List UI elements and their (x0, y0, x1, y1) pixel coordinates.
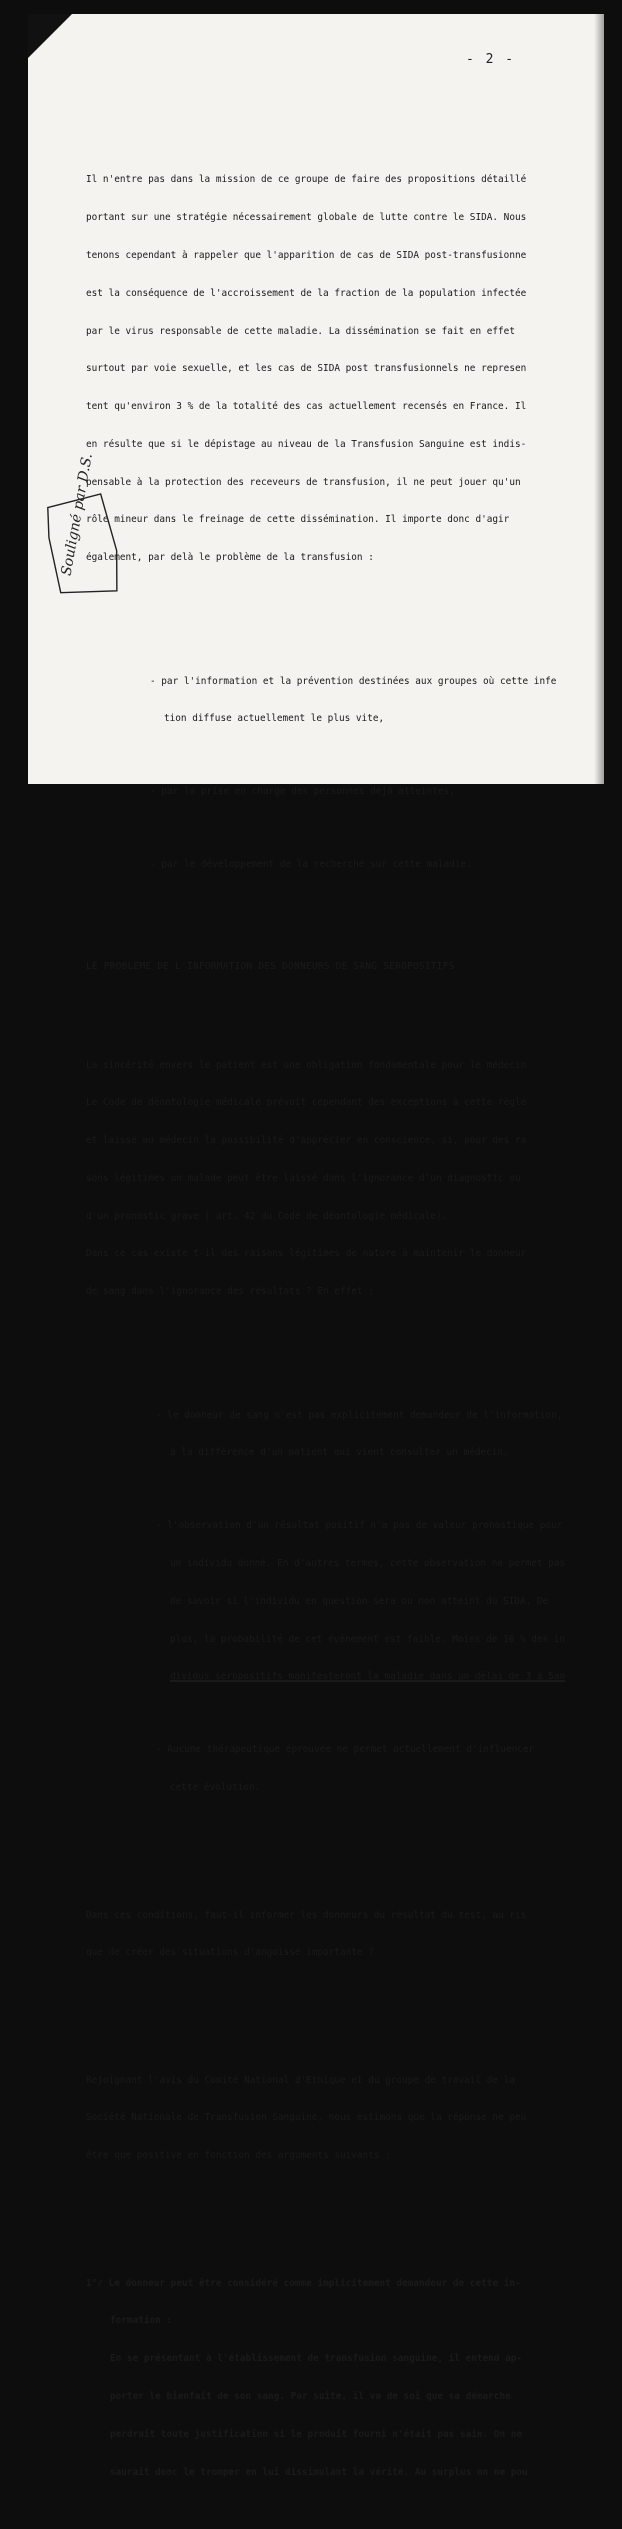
text-line: tent qu'environ 3 % de la totalité des cas actuellement recensés en France. Il (86, 401, 527, 413)
list-item-continuation: de savoir si l'individu en question sera ou non atteint du SIDA. De (170, 1595, 549, 1607)
text-line: Dans ces conditions, faut-il informer les donneurs du résultat du test, au ris (86, 1909, 527, 1921)
paragraph-intro (86, 149, 606, 590)
text-line: Dans ce cas existe t-il des raisons légitimes de nature à maintenir le donneur (86, 1248, 527, 1260)
text-line: par le virus responsable de cette maladie. La dissémination se fait en effet (86, 325, 515, 337)
section-heading: LE PROBLEME DE L'INFORMATION DES DONNEURS DE SANG SEROPOSITIFS (86, 961, 455, 973)
text-line: porter le bienfait de son sang. Par suite, il va de soi que sa démarche (110, 2390, 511, 2402)
page-number: - 2 - (466, 52, 516, 67)
list-item: - le donneur de sang n'est pas explicitement demandeur de l'information, (156, 1409, 563, 1421)
annotation-text: Souligné par D.S. (58, 452, 96, 577)
text-line: portant sur une stratégie nécessairement globale de lutte contre le SIDA. Nous (86, 212, 527, 224)
list-item: - Aucune thérapeutique éprouvée ne permet actuellement d'influencer (156, 1744, 535, 1756)
numbered-item-1 (86, 2252, 606, 2504)
text-line: Il n'entre pas dans la mission de ce groupe de faire des propositions détaillé (86, 174, 527, 186)
handwritten-annotation (41, 452, 127, 601)
item-heading-text: Le donneur peut être considéré comme implicitement demandeur de cette in- (108, 2277, 521, 2289)
paragraph-sincerity (86, 1034, 606, 1324)
document-body (86, 124, 606, 2529)
list-item: - par la prise en charge des personnes déjà atteintes, (150, 786, 455, 798)
text-line: pensable à la protection des receveurs de transfusion, il ne peut jouer qu'un (86, 476, 521, 488)
text-line: En se présentant à l'établissement de transfusion sanguine, il entend ap- (110, 2353, 523, 2365)
text-line: saurait donc le tromper en lui dissimulant la vérité. Au surplus on ne pou (110, 2466, 528, 2478)
paragraph-opinion (86, 2050, 606, 2189)
bullet-list-actions (86, 650, 606, 897)
numbered-item-heading-cont: formation : (110, 2315, 173, 2327)
numbered-item-heading (86, 2278, 606, 2291)
item-marker: 1°/ (86, 2277, 103, 2289)
text-line: Rejoignant l'avis du Comité National d'Ethique et du groupe de travail de la (86, 2074, 515, 2086)
text-line: être que positive en fonction des arguments suivants : (86, 2150, 391, 2162)
list-item-continuation: un individu donné. En d'autres termes, cette observation ne permet pas (170, 1558, 566, 1570)
list-item-continuation: à la différence d'un patient qui vient consulter un médecin. (170, 1447, 509, 1459)
text-line: perdrait toute justification si le produit fourni n'était pas sain. On ne (110, 2428, 523, 2440)
list-item-continuation: tion diffuse actuellement le plus vite, (164, 713, 385, 725)
text-line: surtout par voie sexuelle, et les cas de SIDA post transfusionnels ne represen (86, 363, 527, 375)
text-line: d'un pronostic grave ( art. 42 du Code de déontologie médicale). (86, 1210, 448, 1222)
list-item-continuation: plus, la probabilité de cet évènement est faible. Moins de 10 % des in (170, 1633, 566, 1645)
text-line: en résulte que si le dépistage au niveau de la Transfusion Sanguine est indis- (86, 438, 527, 450)
list-item-continuation: cette évolution. (170, 1782, 261, 1794)
text-line: Le Code de déontologie médicale prévoit cependant des exceptions à cette règle (86, 1097, 527, 1109)
text-line: et laisse au médecin la possibilité d'apprécier en conscience, si, pour des ra (86, 1135, 527, 1147)
text-line: rôle mineur dans le freinage de cette dissémination. Il importe donc d'agir (86, 514, 510, 526)
text-line: Société Nationale de Transfusion Sanguine, nous estimons que la réponse ne peu (86, 2112, 527, 2124)
text-line: sons légitimes un malade peut être laissé dans l'ignorance d'un diagnostic ou (86, 1172, 521, 1184)
list-item: - par l'information et la prévention destinées aux groupes où cette infe (150, 675, 557, 687)
text-line: tenons cependant à rappeler que l'apparition de cas de SIDA post-transfusionne (86, 249, 527, 261)
underlined-passage: dividus séropositifs manifesteront la maladie dans un délai de 3 à 5an (170, 1671, 566, 1683)
bullet-list-reasons (86, 1384, 606, 1820)
text-line: également, par delà le problème de la transfusion : (86, 552, 374, 564)
paragraph-question (86, 1884, 606, 1985)
list-item: - l'observation d'un résultat positif n'a pas de valeur pronostique pour (156, 1520, 563, 1532)
text-line: est la conséquence de l'accroissement de la fraction de la population infectée (86, 287, 527, 299)
list-item: - par le développement de la recherche sur cette maladie. (150, 859, 472, 871)
document-page (28, 14, 604, 2478)
scan-corner-shadow (28, 14, 72, 58)
text-line: La sincérité envers le patient est une obligation fondamentale pour le médecin (86, 1059, 527, 1071)
text-line: que de créer des situations d'angoisse importante ? (86, 1947, 374, 1959)
text-line: de sang dans l'ignorance des résultats ? En effet : (86, 1286, 374, 1298)
